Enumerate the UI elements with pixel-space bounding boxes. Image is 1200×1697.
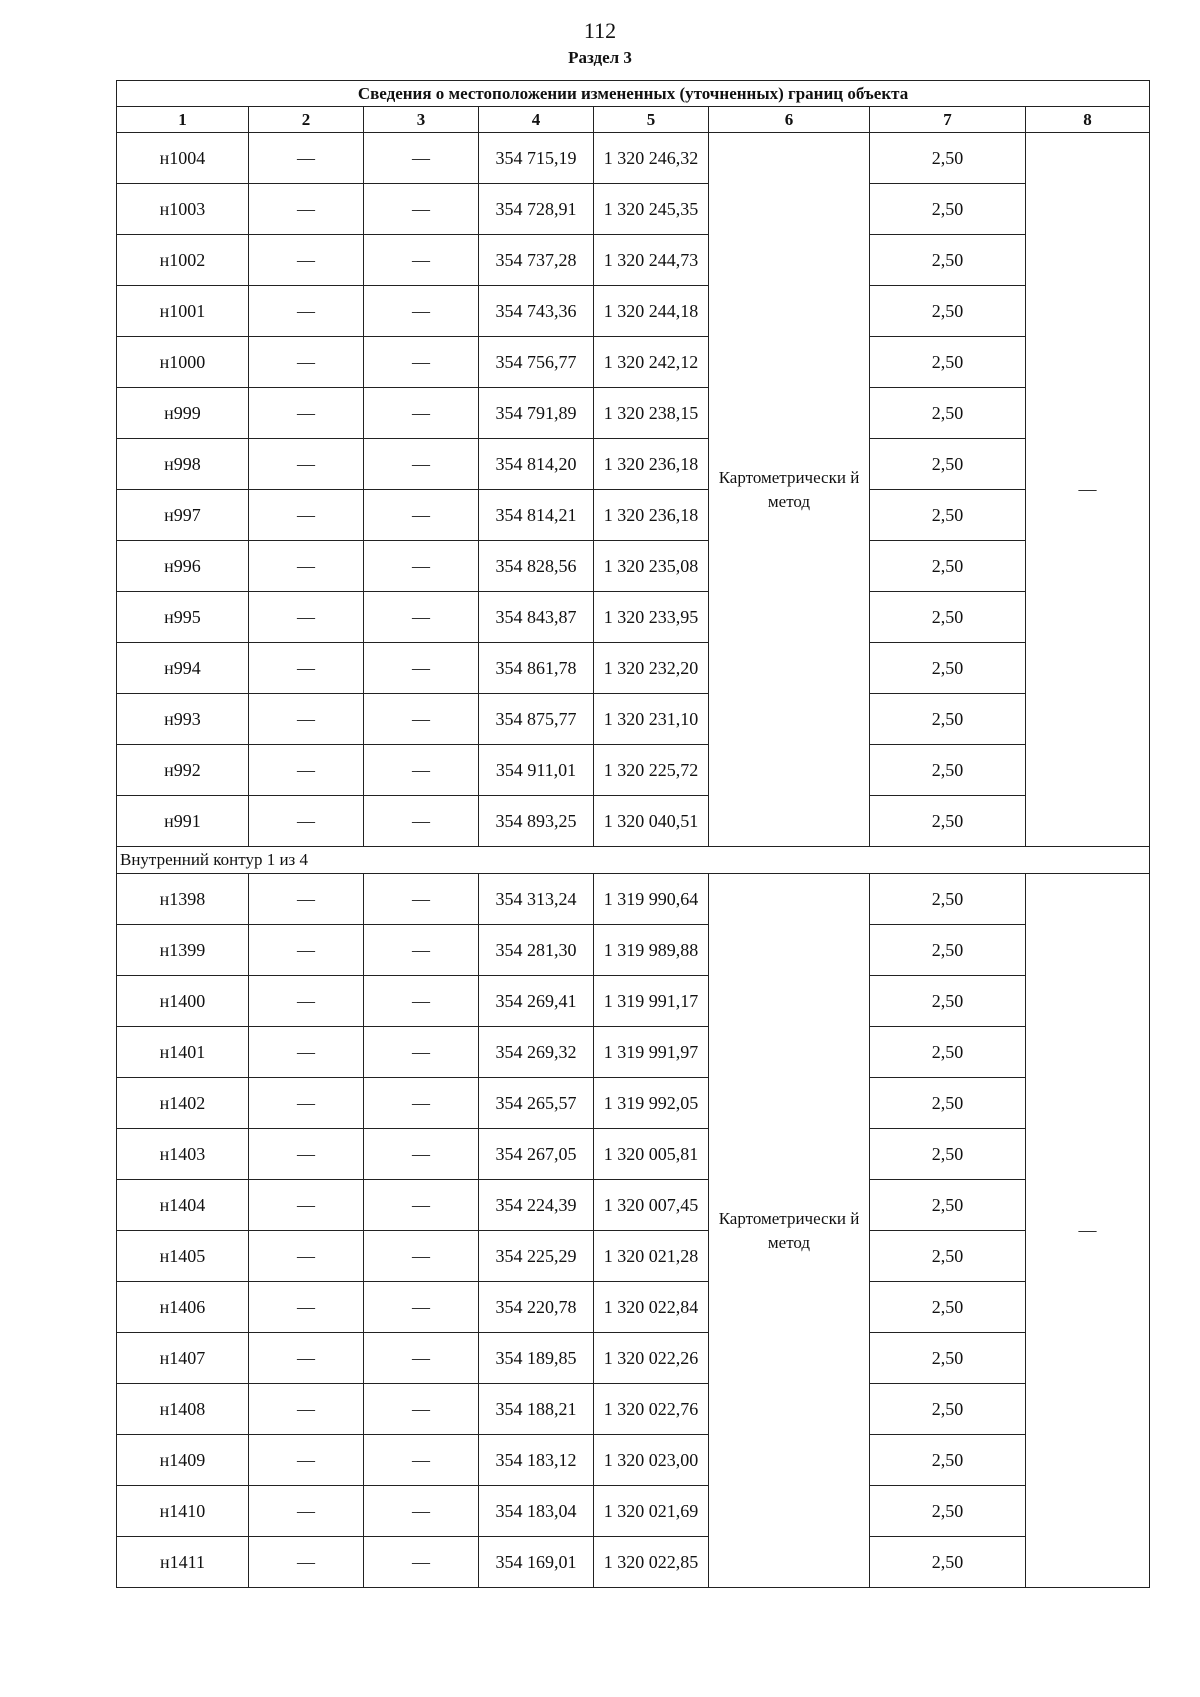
column-number-cell: 7 — [870, 107, 1026, 133]
y-coordinate-cell: 1 319 992,05 — [594, 1078, 709, 1129]
x-coordinate-cell: 354 169,01 — [479, 1537, 594, 1588]
point-name-cell: н999 — [117, 388, 249, 439]
col3-cell: — — [364, 1078, 479, 1129]
col3-cell: — — [364, 337, 479, 388]
table-row — [117, 133, 1150, 184]
point-name-cell: н1398 — [117, 874, 249, 925]
col2-cell: — — [249, 1129, 364, 1180]
table-row — [117, 1180, 1150, 1231]
contour-label: Внутренний контур 1 из 4 — [117, 847, 1150, 874]
page-number: 112 — [583, 18, 617, 43]
col2-cell: — — [249, 1282, 364, 1333]
col2-cell: — — [249, 337, 364, 388]
col3-cell: — — [364, 133, 479, 184]
point-name-cell: н996 — [117, 541, 249, 592]
y-coordinate-cell: 1 320 244,18 — [594, 286, 709, 337]
accuracy-cell: 2,50 — [870, 541, 1026, 592]
table-row — [117, 592, 1150, 643]
col3-cell: — — [364, 439, 479, 490]
accuracy-cell: 2,50 — [870, 337, 1026, 388]
point-name-cell: н994 — [117, 643, 249, 694]
point-name-cell: н992 — [117, 745, 249, 796]
col3-cell: — — [364, 1435, 479, 1486]
x-coordinate-cell: 354 183,04 — [479, 1486, 594, 1537]
col2-cell: — — [249, 490, 364, 541]
table-row — [117, 745, 1150, 796]
point-name-cell: н1400 — [117, 976, 249, 1027]
col3-cell: — — [364, 976, 479, 1027]
y-coordinate-cell: 1 320 040,51 — [594, 796, 709, 847]
table-row — [117, 1435, 1150, 1486]
method-cell: Картометрически й метод — [709, 133, 870, 847]
col3-cell: — — [364, 592, 479, 643]
table-caption: Сведения о местоположении измененных (уточненных) границ объекта — [117, 81, 1150, 107]
accuracy-cell: 2,50 — [870, 592, 1026, 643]
table-row — [117, 1282, 1150, 1333]
col2-cell: — — [249, 388, 364, 439]
point-name-cell: н1405 — [117, 1231, 249, 1282]
col2-cell: — — [249, 745, 364, 796]
accuracy-cell: 2,50 — [870, 286, 1026, 337]
point-name-cell: н1403 — [117, 1129, 249, 1180]
col2-cell: — — [249, 1078, 364, 1129]
y-coordinate-cell: 1 320 236,18 — [594, 439, 709, 490]
col3-cell: — — [364, 874, 479, 925]
table-row — [117, 1078, 1150, 1129]
col2-cell: — — [249, 133, 364, 184]
y-coordinate-cell: 1 319 990,64 — [594, 874, 709, 925]
point-name-cell: н1404 — [117, 1180, 249, 1231]
point-name-cell: н991 — [117, 796, 249, 847]
col3-cell: — — [364, 1231, 479, 1282]
table-row — [117, 388, 1150, 439]
point-name-cell: н1407 — [117, 1333, 249, 1384]
table-row — [117, 490, 1150, 541]
col3-cell: — — [364, 1027, 479, 1078]
column-number-cell: 1 — [117, 107, 249, 133]
col3-cell: — — [364, 388, 479, 439]
y-coordinate-cell: 1 319 991,17 — [594, 976, 709, 1027]
accuracy-cell: 2,50 — [870, 184, 1026, 235]
col2-cell: — — [249, 925, 364, 976]
col3-cell: — — [364, 286, 479, 337]
accuracy-cell: 2,50 — [870, 1282, 1026, 1333]
point-name-cell: н1002 — [117, 235, 249, 286]
x-coordinate-cell: 354 715,19 — [479, 133, 594, 184]
y-coordinate-cell: 1 320 245,35 — [594, 184, 709, 235]
column-number-cell: 3 — [364, 107, 479, 133]
table-row — [117, 1129, 1150, 1180]
col3-cell: — — [364, 1486, 479, 1537]
table-row — [117, 337, 1150, 388]
col3-cell: — — [364, 796, 479, 847]
x-coordinate-cell: 354 791,89 — [479, 388, 594, 439]
x-coordinate-cell: 354 893,25 — [479, 796, 594, 847]
y-coordinate-cell: 1 320 236,18 — [594, 490, 709, 541]
x-coordinate-cell: 354 269,32 — [479, 1027, 594, 1078]
table-row — [117, 184, 1150, 235]
accuracy-cell: 2,50 — [870, 388, 1026, 439]
y-coordinate-cell: 1 320 022,84 — [594, 1282, 709, 1333]
col2-cell: — — [249, 235, 364, 286]
x-coordinate-cell: 354 220,78 — [479, 1282, 594, 1333]
table-row — [117, 1384, 1150, 1435]
col2-cell: — — [249, 1027, 364, 1078]
point-name-cell: н997 — [117, 490, 249, 541]
y-coordinate-cell: 1 320 005,81 — [594, 1129, 709, 1180]
col2-cell: — — [249, 1486, 364, 1537]
y-coordinate-cell: 1 320 023,00 — [594, 1435, 709, 1486]
accuracy-cell: 2,50 — [870, 133, 1026, 184]
col3-cell: — — [364, 1282, 479, 1333]
table-row — [117, 796, 1150, 847]
accuracy-cell: 2,50 — [870, 1435, 1026, 1486]
y-coordinate-cell: 1 320 244,73 — [594, 235, 709, 286]
x-coordinate-cell: 354 828,56 — [479, 541, 594, 592]
col2-cell: — — [249, 1180, 364, 1231]
point-name-cell: н1004 — [117, 133, 249, 184]
col2-cell: — — [249, 1435, 364, 1486]
accuracy-cell: 2,50 — [870, 1129, 1026, 1180]
accuracy-cell: 2,50 — [870, 1231, 1026, 1282]
x-coordinate-cell: 354 814,21 — [479, 490, 594, 541]
x-coordinate-cell: 354 728,91 — [479, 184, 594, 235]
x-coordinate-cell: 354 843,87 — [479, 592, 594, 643]
x-coordinate-cell: 354 737,28 — [479, 235, 594, 286]
y-coordinate-cell: 1 320 022,76 — [594, 1384, 709, 1435]
col3-cell: — — [364, 184, 479, 235]
y-coordinate-cell: 1 319 989,88 — [594, 925, 709, 976]
col3-cell: — — [364, 490, 479, 541]
column-number-cell: 5 — [594, 107, 709, 133]
y-coordinate-cell: 1 320 022,26 — [594, 1333, 709, 1384]
x-coordinate-cell: 354 814,20 — [479, 439, 594, 490]
table-row — [117, 976, 1150, 1027]
col3-cell: — — [364, 1537, 479, 1588]
col3-cell: — — [364, 643, 479, 694]
table-row — [117, 694, 1150, 745]
col3-cell: — — [364, 541, 479, 592]
table-row — [117, 1333, 1150, 1384]
section-title: Раздел 3 — [568, 48, 632, 67]
point-name-cell: н1406 — [117, 1282, 249, 1333]
y-coordinate-cell: 1 320 231,10 — [594, 694, 709, 745]
col8-cell: — — [1026, 133, 1150, 847]
accuracy-cell: 2,50 — [870, 1027, 1026, 1078]
table-row — [117, 541, 1150, 592]
point-name-cell: н993 — [117, 694, 249, 745]
col2-cell: — — [249, 694, 364, 745]
point-name-cell: н1409 — [117, 1435, 249, 1486]
x-coordinate-cell: 354 183,12 — [479, 1435, 594, 1486]
col3-cell: — — [364, 745, 479, 796]
col2-cell: — — [249, 643, 364, 694]
col2-cell: — — [249, 874, 364, 925]
accuracy-cell: 2,50 — [870, 490, 1026, 541]
accuracy-cell: 2,50 — [870, 235, 1026, 286]
accuracy-cell: 2,50 — [870, 1333, 1026, 1384]
y-coordinate-cell: 1 320 238,15 — [594, 388, 709, 439]
x-coordinate-cell: 354 225,29 — [479, 1231, 594, 1282]
method-cell: Картометрически й метод — [709, 874, 870, 1588]
col2-cell: — — [249, 439, 364, 490]
y-coordinate-cell: 1 320 225,72 — [594, 745, 709, 796]
point-name-cell: н1402 — [117, 1078, 249, 1129]
x-coordinate-cell: 354 875,77 — [479, 694, 594, 745]
col8-cell: — — [1026, 874, 1150, 1588]
col3-cell: — — [364, 1129, 479, 1180]
column-number-cell: 2 — [249, 107, 364, 133]
table-row — [117, 1486, 1150, 1537]
col2-cell: — — [249, 1384, 364, 1435]
x-coordinate-cell: 354 756,77 — [479, 337, 594, 388]
col2-cell: — — [249, 796, 364, 847]
y-coordinate-cell: 1 320 232,20 — [594, 643, 709, 694]
y-coordinate-cell: 1 319 991,97 — [594, 1027, 709, 1078]
y-coordinate-cell: 1 320 007,45 — [594, 1180, 709, 1231]
table-row — [117, 874, 1150, 925]
point-name-cell: н1401 — [117, 1027, 249, 1078]
table-row — [117, 643, 1150, 694]
y-coordinate-cell: 1 320 235,08 — [594, 541, 709, 592]
accuracy-cell: 2,50 — [870, 1078, 1026, 1129]
point-name-cell: н998 — [117, 439, 249, 490]
point-name-cell: н1411 — [117, 1537, 249, 1588]
col2-cell: — — [249, 1537, 364, 1588]
y-coordinate-cell: 1 320 246,32 — [594, 133, 709, 184]
accuracy-cell: 2,50 — [870, 1180, 1026, 1231]
x-coordinate-cell: 354 189,85 — [479, 1333, 594, 1384]
col2-cell: — — [249, 976, 364, 1027]
accuracy-cell: 2,50 — [870, 745, 1026, 796]
accuracy-cell: 2,50 — [870, 796, 1026, 847]
table-row — [117, 235, 1150, 286]
point-name-cell: н1410 — [117, 1486, 249, 1537]
x-coordinate-cell: 354 911,01 — [479, 745, 594, 796]
col3-cell: — — [364, 925, 479, 976]
boundary-coordinates-table — [116, 80, 1150, 1588]
accuracy-cell: 2,50 — [870, 1537, 1026, 1588]
x-coordinate-cell: 354 743,36 — [479, 286, 594, 337]
accuracy-cell: 2,50 — [870, 976, 1026, 1027]
point-name-cell: н1408 — [117, 1384, 249, 1435]
column-number-cell: 6 — [709, 107, 870, 133]
col2-cell: — — [249, 592, 364, 643]
y-coordinate-cell: 1 320 233,95 — [594, 592, 709, 643]
x-coordinate-cell: 354 267,05 — [479, 1129, 594, 1180]
col2-cell: — — [249, 286, 364, 337]
col3-cell: — — [364, 1333, 479, 1384]
accuracy-cell: 2,50 — [870, 1384, 1026, 1435]
col3-cell: — — [364, 694, 479, 745]
accuracy-cell: 2,50 — [870, 694, 1026, 745]
x-coordinate-cell: 354 269,41 — [479, 976, 594, 1027]
accuracy-cell: 2,50 — [870, 874, 1026, 925]
y-coordinate-cell: 1 320 021,28 — [594, 1231, 709, 1282]
point-name-cell: н995 — [117, 592, 249, 643]
point-name-cell: н1399 — [117, 925, 249, 976]
table-row — [117, 286, 1150, 337]
contour-row — [117, 847, 1150, 874]
table-row — [117, 1027, 1150, 1078]
x-coordinate-cell: 354 224,39 — [479, 1180, 594, 1231]
x-coordinate-cell: 354 188,21 — [479, 1384, 594, 1435]
accuracy-cell: 2,50 — [870, 643, 1026, 694]
point-name-cell: н1003 — [117, 184, 249, 235]
col2-cell: — — [249, 1231, 364, 1282]
point-name-cell: н1001 — [117, 286, 249, 337]
x-coordinate-cell: 354 861,78 — [479, 643, 594, 694]
col3-cell: — — [364, 1180, 479, 1231]
y-coordinate-cell: 1 320 021,69 — [594, 1486, 709, 1537]
col2-cell: — — [249, 1333, 364, 1384]
table-row — [117, 1537, 1150, 1588]
table-row — [117, 439, 1150, 490]
y-coordinate-cell: 1 320 242,12 — [594, 337, 709, 388]
x-coordinate-cell: 354 281,30 — [479, 925, 594, 976]
table-row — [117, 925, 1150, 976]
accuracy-cell: 2,50 — [870, 1486, 1026, 1537]
accuracy-cell: 2,50 — [870, 439, 1026, 490]
col2-cell: — — [249, 541, 364, 592]
point-name-cell: н1000 — [117, 337, 249, 388]
x-coordinate-cell: 354 313,24 — [479, 874, 594, 925]
col3-cell: — — [364, 235, 479, 286]
x-coordinate-cell: 354 265,57 — [479, 1078, 594, 1129]
col3-cell: — — [364, 1384, 479, 1435]
column-number-cell: 4 — [479, 107, 594, 133]
column-number-cell: 8 — [1026, 107, 1150, 133]
col2-cell: — — [249, 184, 364, 235]
y-coordinate-cell: 1 320 022,85 — [594, 1537, 709, 1588]
table-row — [117, 1231, 1150, 1282]
accuracy-cell: 2,50 — [870, 925, 1026, 976]
